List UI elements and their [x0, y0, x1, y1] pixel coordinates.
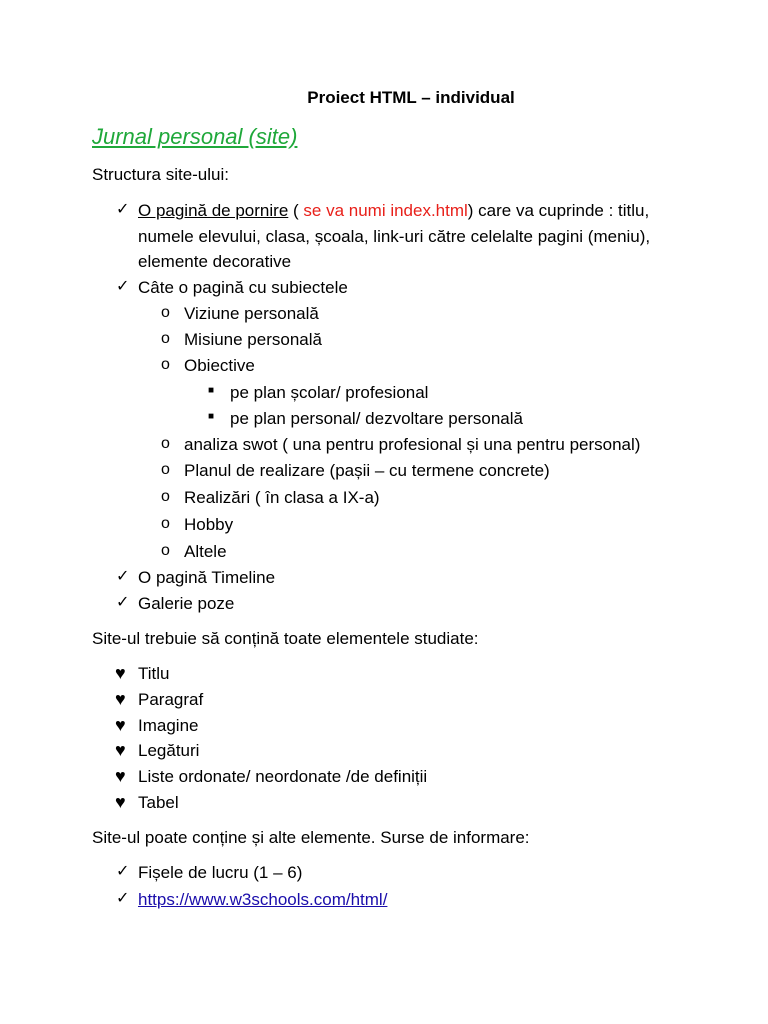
index-note: se va numi index.html [303, 201, 468, 220]
sub-item: analiza swot ( una pentru profesional și una pentru personal) [184, 435, 641, 454]
heart-icon: ♥ [115, 792, 126, 812]
sub-item: Altele [184, 542, 227, 561]
element-item: Legături [138, 741, 200, 760]
page-title: Proiect HTML – individual [307, 88, 515, 107]
check-icon: ✓ [116, 568, 130, 585]
check-icon: ✓ [116, 594, 130, 611]
circle-bullet-icon: o [161, 461, 170, 478]
square-bullet-icon: ■ [208, 411, 215, 422]
element-item: Imagine [138, 716, 199, 735]
start-page-rest: ) care va cuprinde : titlu, [467, 201, 650, 220]
list-item-timeline: O pagină Timeline [138, 568, 276, 587]
check-icon: ✓ [116, 278, 130, 295]
check-icon: ✓ [116, 863, 130, 880]
check-icon: ✓ [116, 201, 130, 218]
circle-bullet-icon: o [161, 515, 170, 532]
page-subtitle: Jurnal personal (site) [92, 124, 298, 149]
sub-item: Viziune personală [184, 304, 319, 323]
element-item: Tabel [138, 793, 179, 812]
circle-bullet-icon: o [161, 356, 170, 373]
sub-item: Misiune personală [184, 330, 322, 349]
element-item: Paragraf [138, 690, 204, 709]
elements-heading: Site-ul trebuie să conțină toate elementele studiate: [92, 629, 479, 648]
paren-open: ( [288, 201, 304, 220]
w3schools-link[interactable]: https://www.w3schools.com/html/ [138, 890, 388, 909]
start-page-label: O pagină de pornire [138, 201, 289, 220]
list-item-subjects: Câte o pagină cu subiectele [138, 278, 348, 297]
check-icon: ✓ [116, 890, 130, 907]
element-item: Liste ordonate/ neordonate /de definiții [138, 767, 428, 786]
sub-item: Planul de realizare (pașii – cu termene concrete) [184, 461, 550, 480]
sub-item: Obiective [184, 356, 255, 375]
sub-item: Realizări ( în clasa a IX-a) [184, 488, 380, 507]
square-bullet-icon: ■ [208, 385, 215, 396]
heart-icon: ♥ [115, 766, 126, 786]
circle-bullet-icon: o [161, 304, 170, 321]
source-item: Fișele de lucru (1 – 6) [138, 863, 303, 882]
circle-bullet-icon: o [161, 488, 170, 505]
sources-heading: Site-ul poate conține și alte elemente. Surse de informare: [92, 828, 530, 847]
sub-sub-item: pe plan școlar/ profesional [230, 383, 429, 402]
start-page-line2: numele elevului, clasa, școala, link-uri către celelalte pagini (meniu), [138, 227, 651, 246]
circle-bullet-icon: o [161, 542, 170, 559]
sub-item: Hobby [184, 515, 234, 534]
heart-icon: ♥ [115, 740, 126, 760]
list-item-start-page [138, 201, 649, 221]
structure-heading: Structura site-ului: [92, 165, 229, 184]
heart-icon: ♥ [115, 715, 126, 735]
circle-bullet-icon: o [161, 330, 170, 347]
sub-sub-item: pe plan personal/ dezvoltare personală [230, 409, 523, 428]
list-item-gallery: Galerie poze [138, 594, 235, 613]
circle-bullet-icon: o [161, 435, 170, 452]
heart-icon: ♥ [115, 689, 126, 709]
element-item: Titlu [138, 664, 170, 683]
heart-icon: ♥ [115, 663, 126, 683]
start-page-line3: elemente decorative [138, 252, 292, 271]
